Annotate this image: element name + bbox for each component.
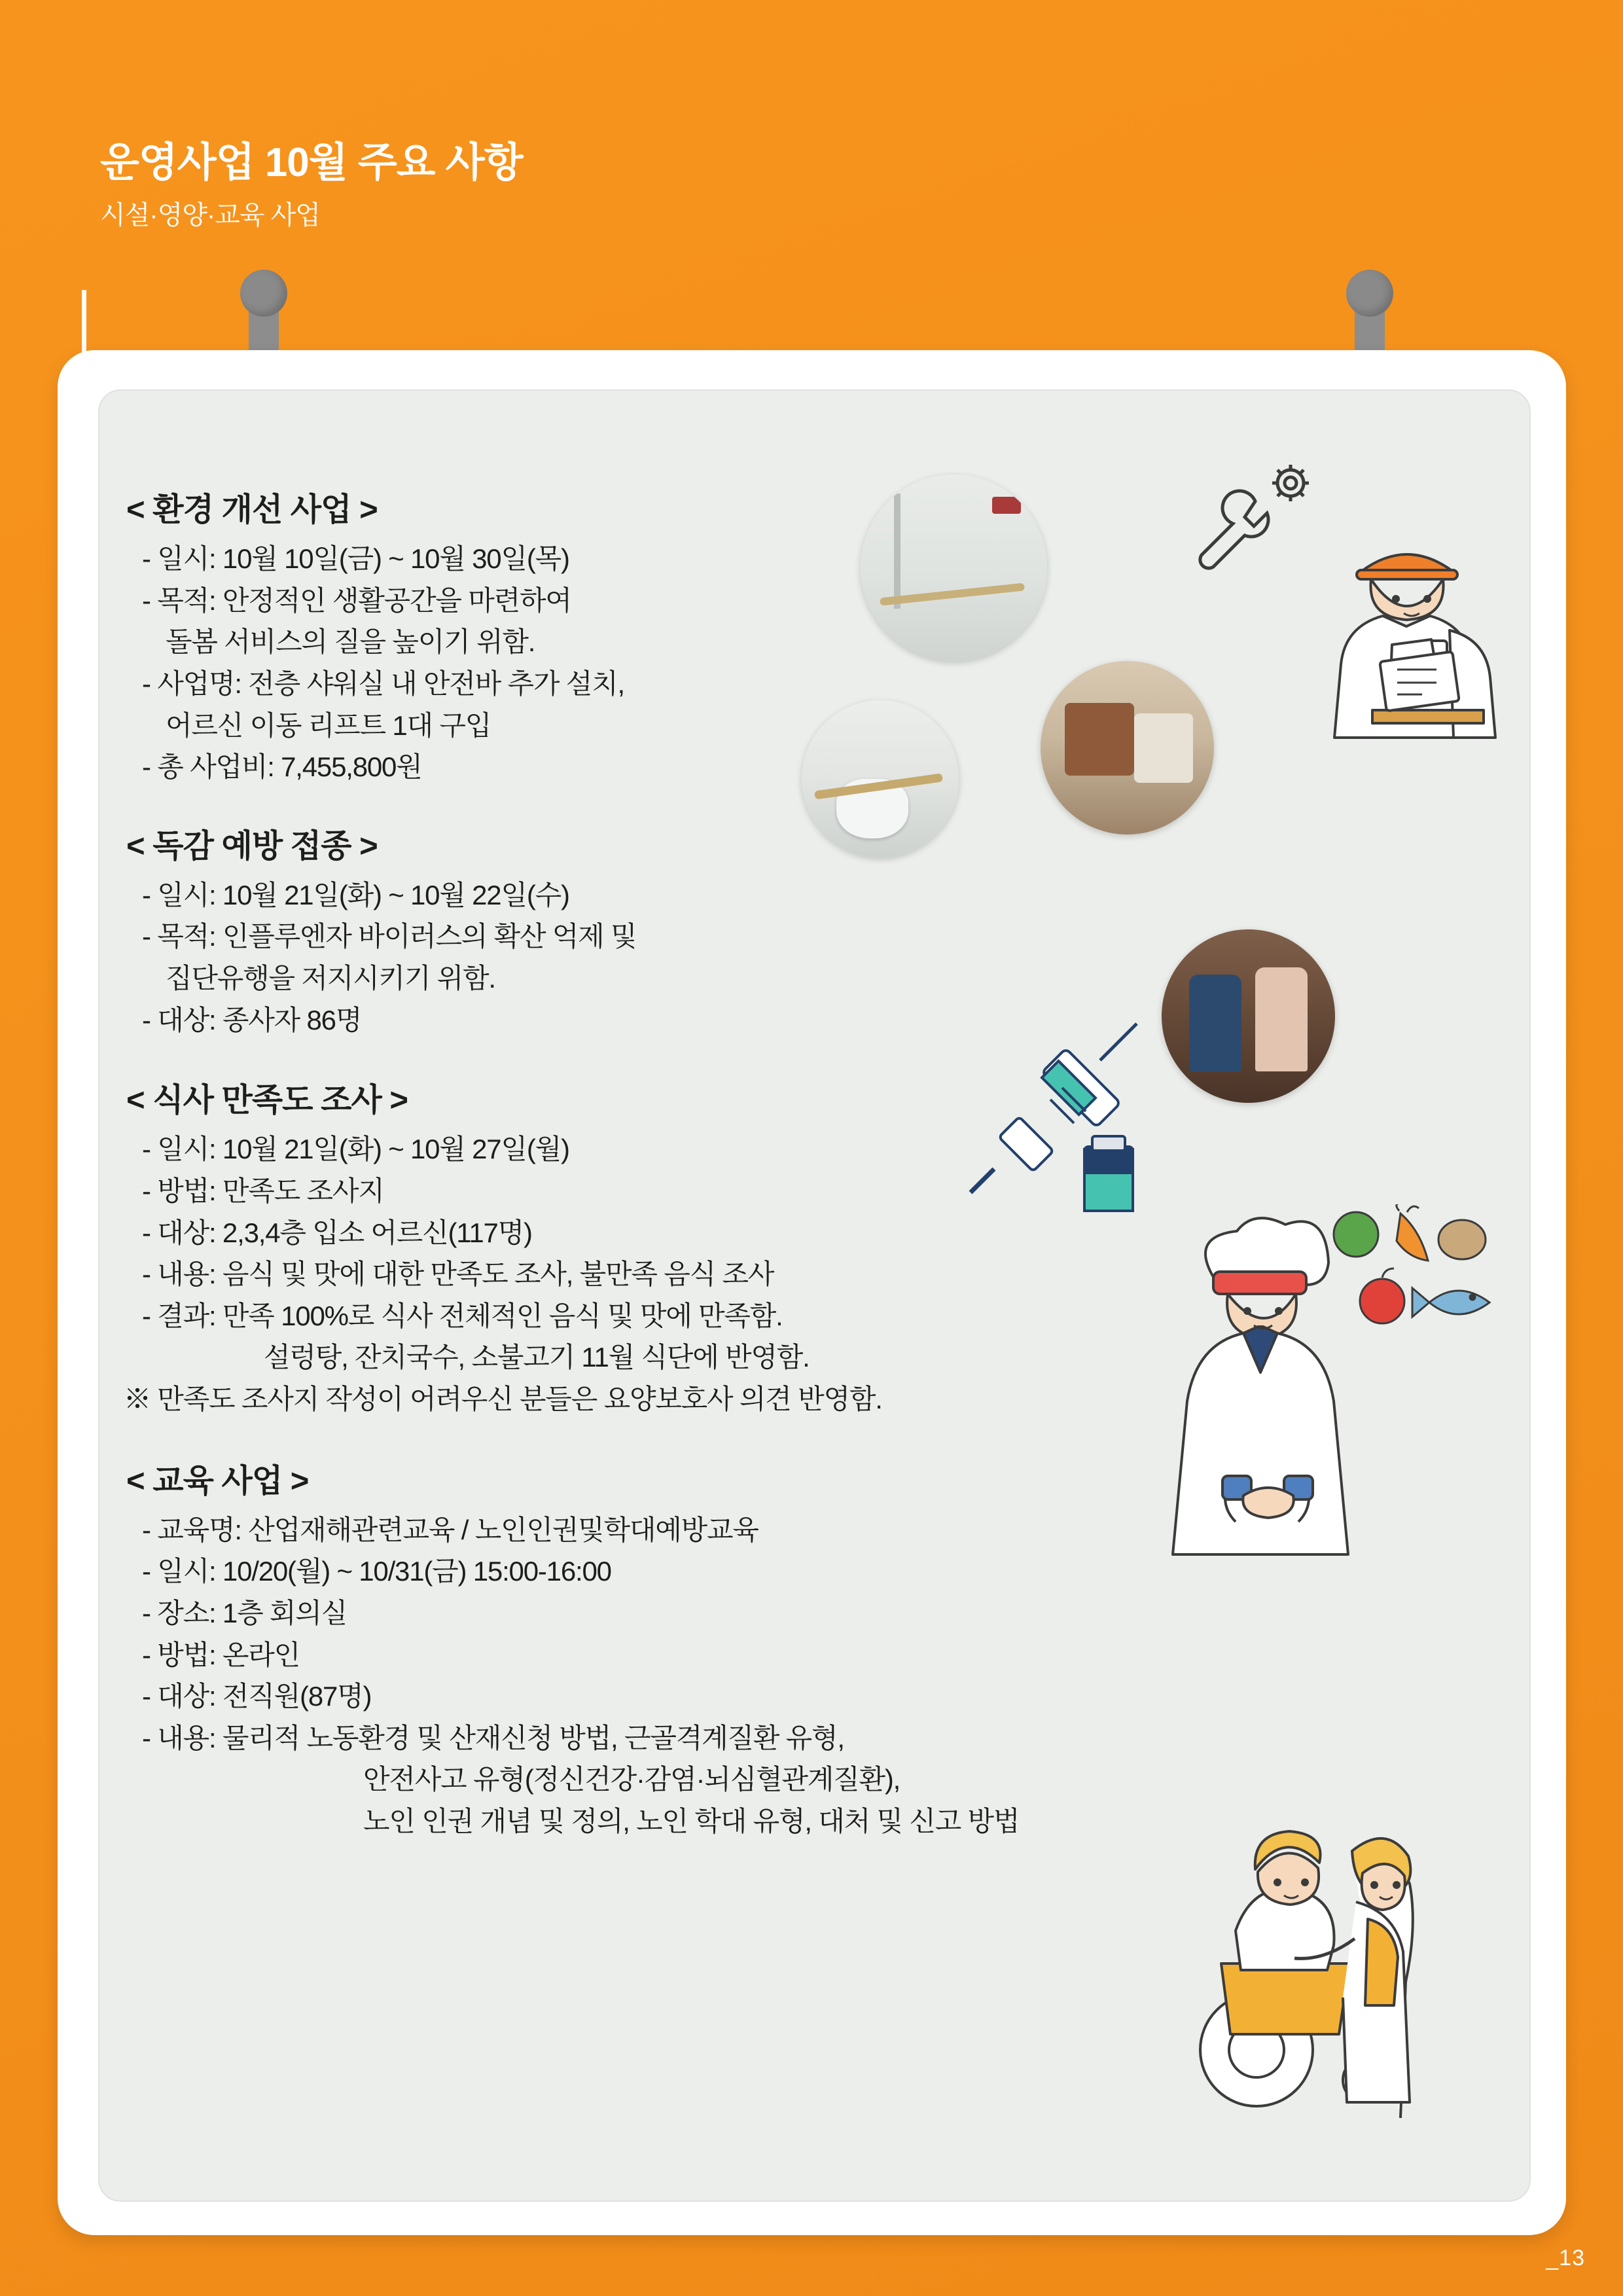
section-environment-improvement xyxy=(115,484,1522,787)
section-line: - 대상: 전직원(87명) xyxy=(142,1681,372,1712)
section-line: - 교육명: 산업재해관련교육 / 노인인권및학대예방교육 xyxy=(142,1514,758,1545)
section-line: - 목적: 안정적인 생활공간을 마련하여 xyxy=(142,584,571,616)
section-line: 어르신 이동 리프트 1대 구입 xyxy=(166,709,491,741)
header xyxy=(82,141,1063,232)
section-line: - 장소: 1층 회의실 xyxy=(142,1597,348,1628)
section-line: - 대상: 종사자 86명 xyxy=(142,1004,362,1035)
page-subtitle: 시설·영양·교육 사업 xyxy=(100,201,320,230)
section-education-program xyxy=(115,1456,1522,1841)
section-line: - 일시: 10/20(월) ~ 10/31(금) 15:00-16:00 xyxy=(142,1556,611,1587)
section-line: - 총 사업비: 7,455,800원 xyxy=(142,751,422,783)
section-line: 설렁탕, 잔치국수, 소불고기 11월 식단에 반영함. xyxy=(264,1342,810,1373)
section-line: 집단유행을 저지시키기 위함. xyxy=(166,963,495,994)
clip-pin-right-head-top xyxy=(1346,270,1393,317)
section-title: < 식사 만족도 조사 > xyxy=(126,1083,408,1119)
section-line: - 방법: 만족도 조사지 xyxy=(142,1175,384,1206)
section-title: < 독감 예방 접종 > xyxy=(126,828,378,864)
section-line: - 일시: 10월 10일(금) ~ 10월 30일(목) xyxy=(142,543,569,574)
clip-pin-left-head-top xyxy=(240,270,287,317)
section-line: - 내용: 음식 및 맛에 대한 만족도 조사, 불만족 음식 조사 xyxy=(142,1259,774,1290)
section-line: - 일시: 10월 21일(화) ~ 10월 22일(수) xyxy=(142,879,569,910)
section-flu-vaccination xyxy=(115,821,1522,1040)
section-line: 안전사고 유형(정신건강·감염·뇌심혈관계질환), xyxy=(363,1764,901,1795)
document-body xyxy=(115,484,1522,1853)
section-line: - 일시: 10월 21일(화) ~ 10월 27일(월) xyxy=(142,1134,569,1165)
section-line: - 내용: 물리적 노동환경 및 산재신청 방법, 근골격계질환 유형, xyxy=(142,1722,844,1753)
section-line: - 결과: 만족 100%로 식사 전체적인 음식 및 맛에 만족함. xyxy=(142,1300,783,1331)
section-line: - 대상: 2,3,4층 입소 어르신(117명) xyxy=(142,1217,532,1248)
section-line: - 사업명: 전층 샤워실 내 안전바 추가 설치, xyxy=(142,668,624,699)
section-line: - 목적: 인플루엔자 바이러스의 확산 억제 및 xyxy=(142,921,637,952)
section-title: < 환경 개선 사업 > xyxy=(126,492,378,528)
section-line: 돌봄 서비스의 질을 높이기 위함. xyxy=(166,626,535,658)
section-title: < 교육 사업 > xyxy=(126,1463,309,1499)
section-line: 노인 인권 개념 및 정의, 노인 학대 유형, 대처 및 신고 방법 xyxy=(363,1806,1020,1837)
page-number: _13 xyxy=(1546,2246,1585,2270)
section-meal-satisfaction-survey xyxy=(115,1075,1522,1418)
section-note: ※ 만족도 조사지 작성이 어려우신 분들은 요양보호사 의견 반영함. xyxy=(124,1384,882,1414)
section-line: - 방법: 온라인 xyxy=(142,1639,300,1670)
page-title: 운영사업 10월 주요 사항 xyxy=(100,140,523,185)
